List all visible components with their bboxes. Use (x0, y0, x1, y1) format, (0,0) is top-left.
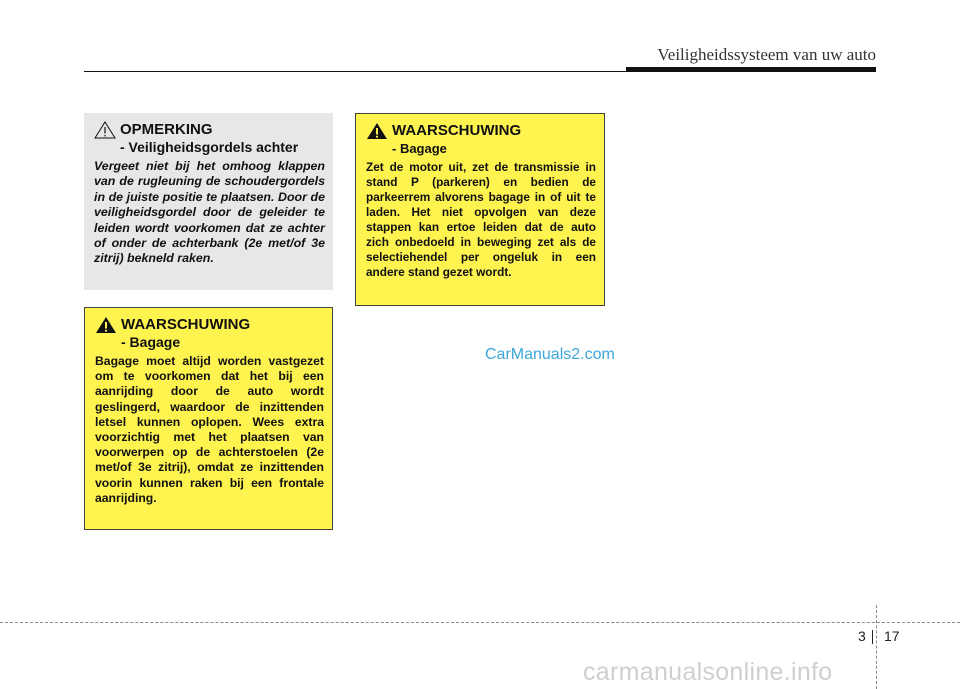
warning-title-row (95, 316, 324, 334)
chapter-number: 3 (858, 628, 866, 644)
page-number: 17 (884, 628, 900, 644)
warning-box-luggage-secure (84, 307, 333, 530)
note-box (84, 113, 333, 290)
header-rule-accent (626, 67, 876, 72)
footer-dashed-vertical (876, 605, 877, 689)
caution-outline-icon (94, 121, 116, 139)
warning-subtitle: - Bagage (392, 141, 447, 156)
note-title: OPMERKING (120, 121, 213, 138)
footer-watermark: carmanualsonline.info (583, 658, 833, 686)
warning-triangle-icon (366, 122, 388, 140)
note-body: Vergeet niet bij het omhoog klappen van de rugleuning de schoudergordels in de juiste positie te plaatsen. Door de veiligheidsgordel door de geleider te leiden wordt voorkomen dat ze achter of onder de achterbank (2e met/of 3e zitrij) bekneld raken. (94, 159, 325, 266)
note-subtitle: - Veiligheidsgordels achter (120, 139, 299, 155)
watermark-link[interactable]: CarManuals2.com (485, 346, 615, 363)
warning-body: Bagage moet altijd worden vastgezet om te voorkomen dat het bij een aanrijding door de auto wordt geslingerd, waardoor de inzittenden letsel kunnen oplopen. Wees extra voorzichtig met het plaatsen van voorwerpen op de achterstoelen (2e met/of 3e zitrij), omdat ze inzittenden voorin kunnen raken bij een frontale aanrijding. (95, 354, 324, 505)
warning-title: WAARSCHUWING (392, 122, 522, 139)
warning-box-luggage-loading (355, 113, 605, 306)
footer-dashed-rule (0, 622, 960, 623)
page-number-divider (872, 630, 873, 644)
warning-body: Zet de motor uit, zet de transmissie in stand P (parkeren) en bedien de parkeerrem alvorens bagage in of uit te laden. Het niet opvolgen van deze stappen kan ertoe leiden dat de auto zich onbedoeld in beweging zet als de selectiehendel per ongeluk in een andere stand gezet wordt. (366, 160, 596, 279)
warning-title-row (366, 122, 596, 140)
warning-title: WAARSCHUWING (121, 316, 251, 333)
warning-subtitle: - Bagage (121, 334, 181, 350)
note-title-row (94, 121, 325, 139)
running-title: Veiligheidssysteem van uw auto (657, 45, 876, 64)
warning-triangle-icon (95, 316, 117, 334)
